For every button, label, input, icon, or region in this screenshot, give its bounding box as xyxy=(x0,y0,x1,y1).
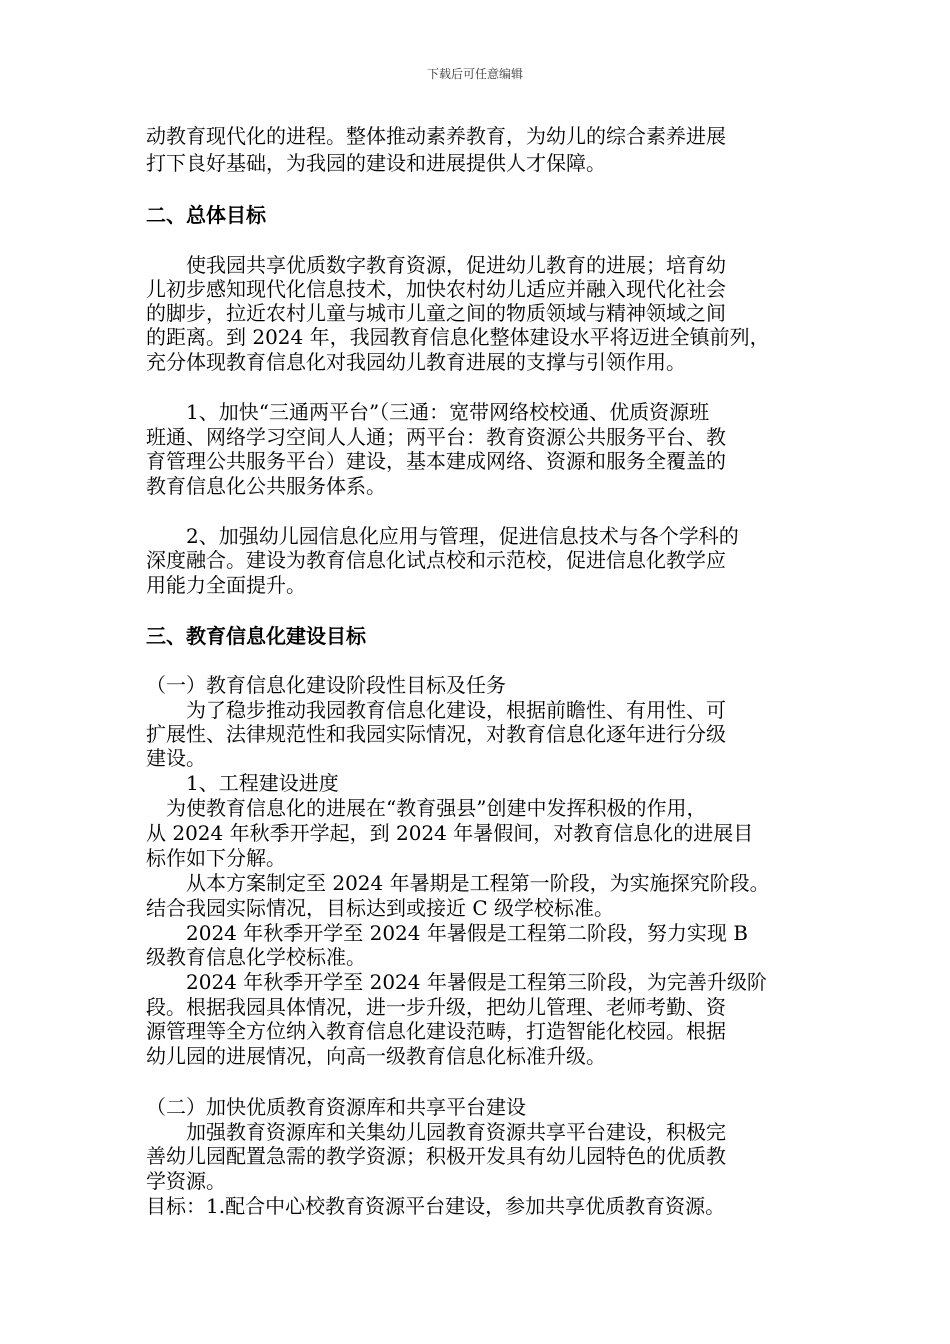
section-heading: 二、总体目标 xyxy=(146,203,266,227)
text-line: 为使教育信息化的进展在“教育强县”创建中发挥积极的作用， xyxy=(146,796,707,820)
section-heading: 三、教育信息化建设目标 xyxy=(146,624,366,648)
text-line: 2、加强幼儿园信息化应用与管理，促进信息技术与各个学科的 xyxy=(146,524,739,548)
text-line: 1、加快“三通两平台”（三通：宽带网络校校通、优质资源班 xyxy=(146,400,710,424)
text-line: 加强教育资源库和关集幼儿园教育资源共享平台建设，积极完 xyxy=(146,1120,726,1144)
text-line: 扩展性、法律规范性和我园实际情况，对教育信息化逐年进行分级 xyxy=(146,722,726,746)
text-line: 教育信息化公共服务体系。 xyxy=(146,474,386,498)
text-line: 2024 年秋季开学至 2024 年暑假是工程第二阶段，努力实现 B xyxy=(146,921,748,945)
text-line: 建设。 xyxy=(146,746,206,770)
text-line: 从 2024 年秋季开学起，到 2024 年暑假间，对教育信息化的进展目 xyxy=(146,821,754,845)
text-line: 的距离。到 2024 年，我园教育信息化整体建设水平将迈进全镇前列， xyxy=(146,325,770,349)
text-line: 1、工程建设进度 xyxy=(146,771,339,795)
text-line: 善幼儿园配置急需的教学资源；积极开发具有幼儿园特色的优质教 xyxy=(146,1144,726,1168)
text-line: 打下良好基础，为我园的建设和进展提供人才保障。 xyxy=(146,151,606,175)
text-line: 用能力全面提升。 xyxy=(146,573,306,597)
text-line: 育管理公共服务平台）建设，基本建成网络、资源和服务全覆盖的 xyxy=(146,449,726,473)
text-line: 使我园共享优质数字教育资源，促进幼儿教育的进展；培育幼 xyxy=(146,253,726,277)
subsection-heading: （二）加快优质教育资源库和共享平台建设 xyxy=(146,1095,526,1119)
text-line: 从本方案制定至 2024 年暑期是工程第一阶段，为实施探究阶段。 xyxy=(146,871,770,895)
text-line: 学资源。 xyxy=(146,1169,226,1193)
text-line: 充分体现教育信息化对我园幼儿教育进展的支撑与引领作用。 xyxy=(146,350,686,374)
text-line: 结合我园实际情况，目标达到或接近 C 级学校标准。 xyxy=(146,896,615,920)
text-line: 标作如下分解。 xyxy=(146,846,286,870)
text-line: 源管理等全方位纳入教育信息化建设范畴，打造智能化校园。根据 xyxy=(146,1019,726,1043)
text-line: 深度融合。建设为教育信息化试点校和示范校，促进信息化教学应 xyxy=(146,548,726,572)
text-line: 班通、网络学习空间人人通；两平台：教育资源公共服务平台、教 xyxy=(146,425,726,449)
page-header: 下载后可任意编辑 xyxy=(426,67,523,81)
text-line: 级教育信息化学校标准。 xyxy=(146,945,366,969)
text-line: 目标：1.配合中心校教育资源平台建设，参加共享优质教育资源。 xyxy=(146,1194,726,1218)
text-line: 幼儿园的进展情况，向高一级教育信息化标准升级。 xyxy=(146,1044,606,1068)
subsection-heading: （一）教育信息化建设阶段性目标及任务 xyxy=(146,673,506,697)
text-line: 的脚步，拉近农村儿童与城市儿童之间的物质领域与精神领域之间 xyxy=(146,301,726,325)
text-line: 2024 年秋季开学至 2024 年暑假是工程第三阶段，为完善升级阶 xyxy=(146,970,767,994)
text-line: 为了稳步推动我园教育信息化建设，根据前瞻性、有用性、可 xyxy=(146,698,726,722)
text-line: 段。根据我园具体情况，进一步升级，把幼儿管理、老师考勤、资 xyxy=(146,995,726,1019)
text-line: 儿初步感知现代化信息技术，加快农村幼儿适应并融入现代化社会 xyxy=(146,277,726,301)
text-line: 动教育现代化的进程。整体推动素养教育，为幼儿的综合素养进展 xyxy=(146,124,726,148)
